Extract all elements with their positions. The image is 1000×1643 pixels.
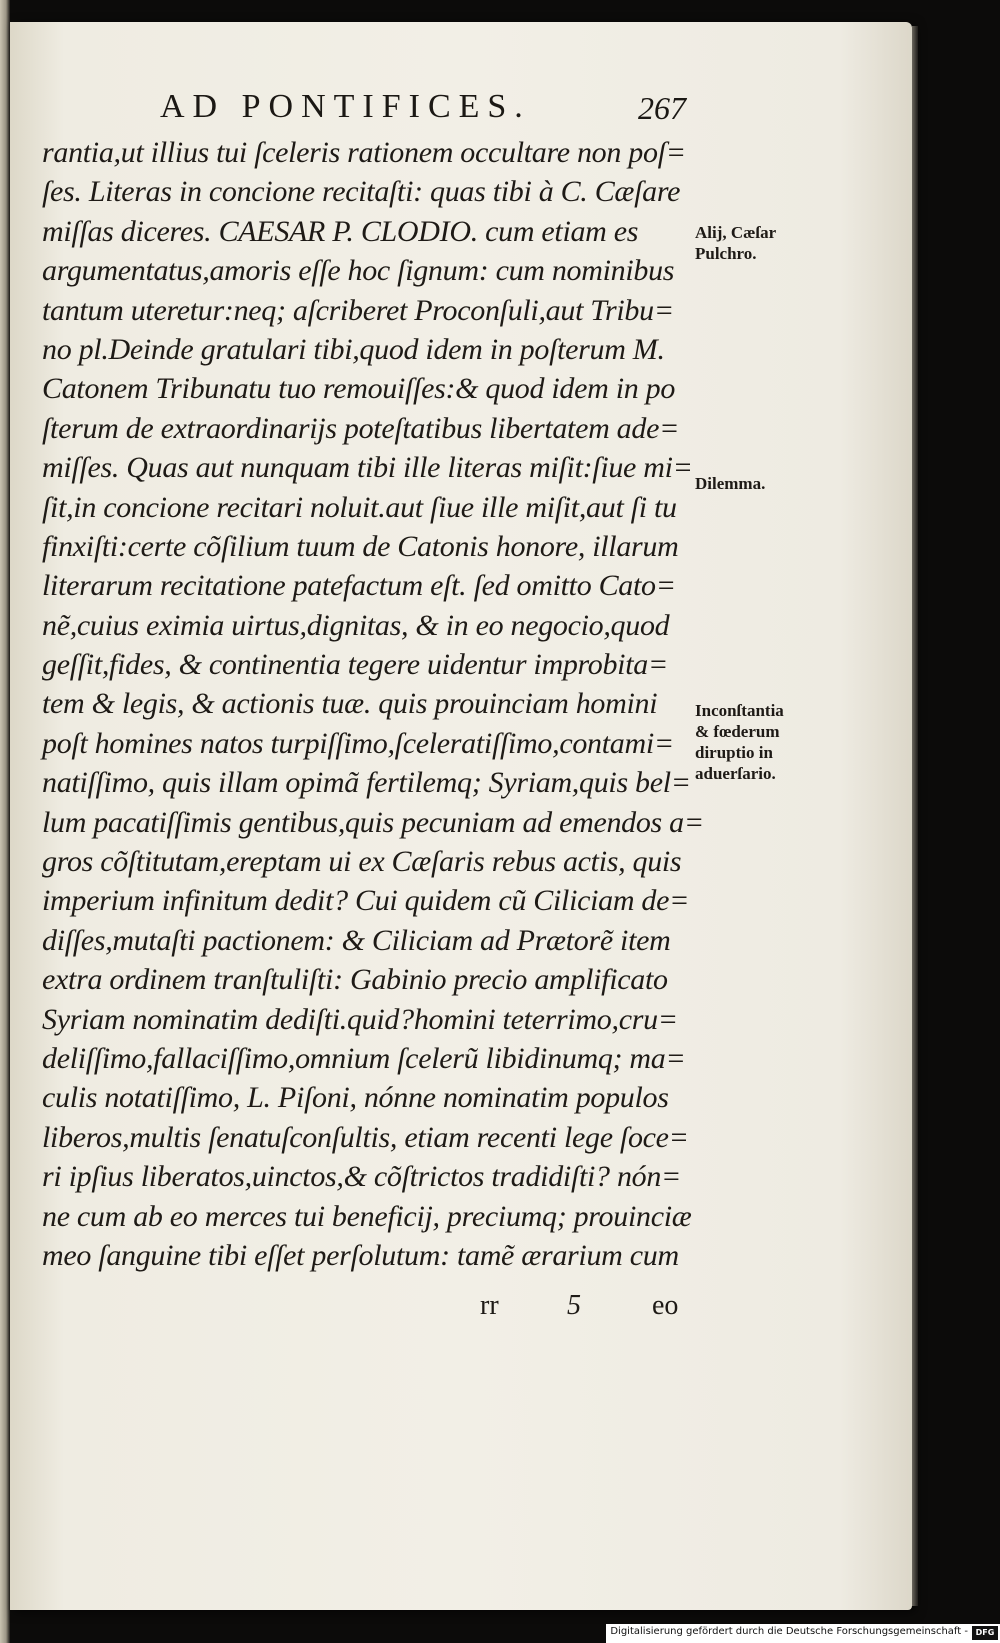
- page-gutter-edge: [0, 0, 10, 1643]
- text-line: diſſes,mutaſti pactionem: & Ciliciam ad Prætorẽ item: [42, 923, 671, 957]
- running-head-title: AD PONTIFICES.: [160, 88, 531, 125]
- signature-line: [470, 1290, 700, 1330]
- text-line: literarum recitatione patefactum eſt. ſed omitto Cato=: [42, 569, 676, 603]
- text-line: gros cõſtitutam,ereptam ui ex Cæſaris rebus actis, quis: [42, 845, 682, 879]
- text-line: tantum uteretur:neq; aſcriberet Proconſuli,aut Tribu=: [42, 293, 674, 327]
- text-line: Catonem Tribunatu tuo remouiſſes:& quod idem in po: [42, 372, 676, 406]
- marginal-note-line: aduerſario.: [695, 764, 776, 783]
- catchword: eo: [652, 1290, 679, 1321]
- text-line: nẽ,cuius eximia uirtus,dignitas, & in eo negocio,quod: [42, 608, 670, 642]
- running-head: [160, 88, 700, 138]
- text-line: meo ſanguine tibi eſſet perſolutum: tamẽ ærarium cum: [42, 1238, 679, 1272]
- signature-number: 5: [567, 1290, 581, 1321]
- text-line: imperium infinitum dedit? Cui quidem cũ Ciliciam de=: [42, 884, 690, 918]
- marginal-note-line: Inconſtantia: [695, 701, 784, 720]
- text-line: extra ordinem tranſtuliſti: Gabinio precio amplificato: [42, 963, 668, 997]
- marginal-note-line: diruptio in: [695, 743, 773, 762]
- text-line: geſſit,fides, & continentia tegere uidentur improbita=: [42, 648, 668, 682]
- signature-mark: rr: [480, 1290, 499, 1321]
- text-line: no pl.Deinde gratulari tibi,quod idem in poſterum M.: [42, 332, 665, 366]
- text-line: natiſſimo, quis illam opimã fertilemq; Syriam,quis bel=: [42, 766, 691, 800]
- text-line: poſt homines natos turpiſſimo,ſceleratiſſimo,contami=: [42, 726, 674, 760]
- page-number: 267: [638, 90, 686, 126]
- marginal-note-1: [695, 222, 776, 264]
- text-line: Syriam nominatim dediſti.quid?homini teterrimo,cru=: [42, 1002, 678, 1036]
- text-line: ne cum ab eo merces tui beneficij, preciumq; prouinciæ: [42, 1199, 692, 1233]
- text-line: ri ipſius liberatos,uinctos,& cõſtrictos tradidiſti? nón=: [42, 1160, 682, 1194]
- text-line: ſit,in concione recitari noluit.aut ſiue ille miſit,aut ſi tu: [42, 490, 677, 524]
- footer-credit: Digitalisierung gefördert durch die Deutsche Forschungsgemeinschaft -: [610, 1626, 968, 1637]
- text-line: deliſſimo,fallaciſſimo,omnium ſcelerũ libidinumq; ma=: [42, 1041, 686, 1075]
- marginal-note-3: [695, 700, 784, 784]
- text-line: lum pacatiſſimis gentibus,quis pecuniam ad emendos a=: [42, 805, 704, 839]
- text-line: rantia,ut illius tui ſceleris rationem occultare non poſ=: [42, 136, 686, 169]
- text-line: miſſes. Quas aut nunquam tibi ille literas miſit:ſiue mi=: [42, 451, 693, 485]
- text-line: tem & legis, & actionis tuæ. quis prouinciam homini: [42, 687, 658, 721]
- dfg-logo-icon: DFG: [972, 1626, 998, 1640]
- text-line: finxiſti:certe cõſilium tuum de Catonis honore, illarum: [42, 529, 679, 563]
- page-edge-shadow: [912, 26, 918, 1606]
- text-line: argumentatus,amoris eſſe hoc ſignum: cum nominibus: [42, 254, 675, 288]
- marginal-note-line: Pulchro.: [695, 244, 757, 263]
- text-line: ſterum de extraordinarijs poteſtatibus libertatem ade=: [42, 411, 680, 445]
- marginal-note-line: & fœderum: [695, 722, 780, 741]
- text-line: ſes. Literas in concione recitaſti: quas tibi à C. Cæſare: [42, 175, 681, 209]
- digitization-footer: [606, 1624, 1000, 1643]
- marginal-note-line: Alij, Cæſar: [695, 223, 777, 242]
- marginal-note-line: Dilemma.: [695, 474, 766, 493]
- body-text: [42, 133, 702, 1275]
- marginal-note-2: [695, 473, 765, 494]
- text-line: culis notatiſſimo, L. Piſoni, nónne nominatim populos: [42, 1081, 669, 1115]
- text-line: liberos,multis ſenatuſconſultis, etiam recenti lege ſoce=: [42, 1120, 689, 1154]
- text-line: miſſas diceres. CAESAR P. CLODIO. cum etiam es: [42, 214, 639, 248]
